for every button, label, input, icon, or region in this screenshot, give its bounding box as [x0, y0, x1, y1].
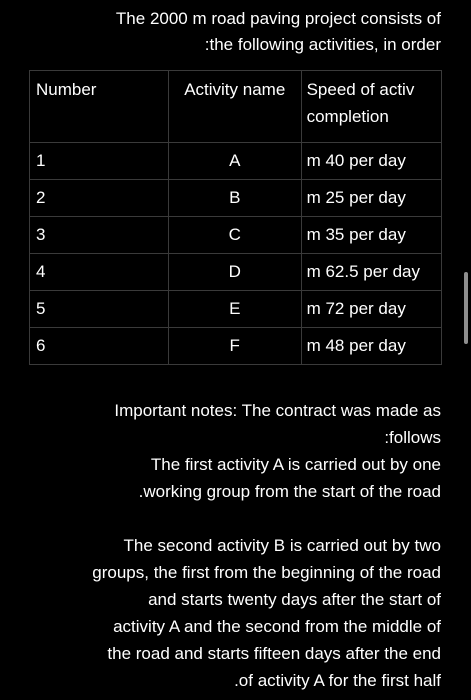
notes-line: The second activity B is carried out by two: [123, 536, 441, 555]
notes-line: :follows: [384, 428, 441, 447]
header-speed: Speed of activ completion: [301, 71, 441, 143]
notes-line: Important notes: The contract was made as: [114, 401, 441, 420]
cell-activity-name: B: [168, 180, 301, 217]
header-activity-name: Activity name: [168, 71, 301, 143]
table-row: [30, 217, 442, 254]
cell-number: 5: [30, 291, 169, 328]
notes-line: The first activity A is carried out by one: [150, 455, 441, 474]
intro-line: :the following activities, in order: [204, 35, 441, 54]
table-row: [30, 328, 442, 365]
table-row: [30, 254, 442, 291]
notes-text: [11, 397, 441, 694]
cell-number: 2: [30, 180, 169, 217]
cell-number: 6: [30, 328, 169, 365]
cell-speed: m 25 per day: [301, 180, 441, 217]
notes-line: .working group from the start of the road: [138, 482, 441, 501]
cell-number: 1: [30, 143, 169, 180]
notes-line: groups, the first from the beginning of the road: [92, 563, 441, 582]
table-row: [30, 180, 442, 217]
cell-speed: m 72 per day: [301, 291, 441, 328]
cell-number: 3: [30, 217, 169, 254]
cell-speed: m 48 per day: [301, 328, 441, 365]
notes-line: activity A and the second from the middle of: [113, 617, 441, 636]
notes-line: .of activity A for the first half: [234, 671, 441, 690]
cell-activity-name: C: [168, 217, 301, 254]
cell-speed: m 35 per day: [301, 217, 441, 254]
table-header-row: [30, 71, 442, 143]
cell-number: 4: [30, 254, 169, 291]
intro-line: The 2000 m road paving project consists of: [115, 9, 441, 28]
paragraph-gap: [11, 505, 441, 532]
cell-activity-name: D: [168, 254, 301, 291]
header-number: Number: [30, 71, 169, 143]
intro-text: [21, 6, 441, 58]
table-row: [30, 143, 442, 180]
table-row: [30, 291, 442, 328]
cell-activity-name: F: [168, 328, 301, 365]
cell-speed: m 62.5 per day: [301, 254, 441, 291]
cell-activity-name: E: [168, 291, 301, 328]
notes-line: the road and starts fifteen days after the end: [107, 644, 441, 663]
activities-table: [29, 70, 442, 365]
cell-speed: m 40 per day: [301, 143, 441, 180]
scrollbar-thumb[interactable]: [464, 272, 468, 344]
cell-activity-name: A: [168, 143, 301, 180]
notes-line: and starts twenty days after the start of: [148, 590, 441, 609]
